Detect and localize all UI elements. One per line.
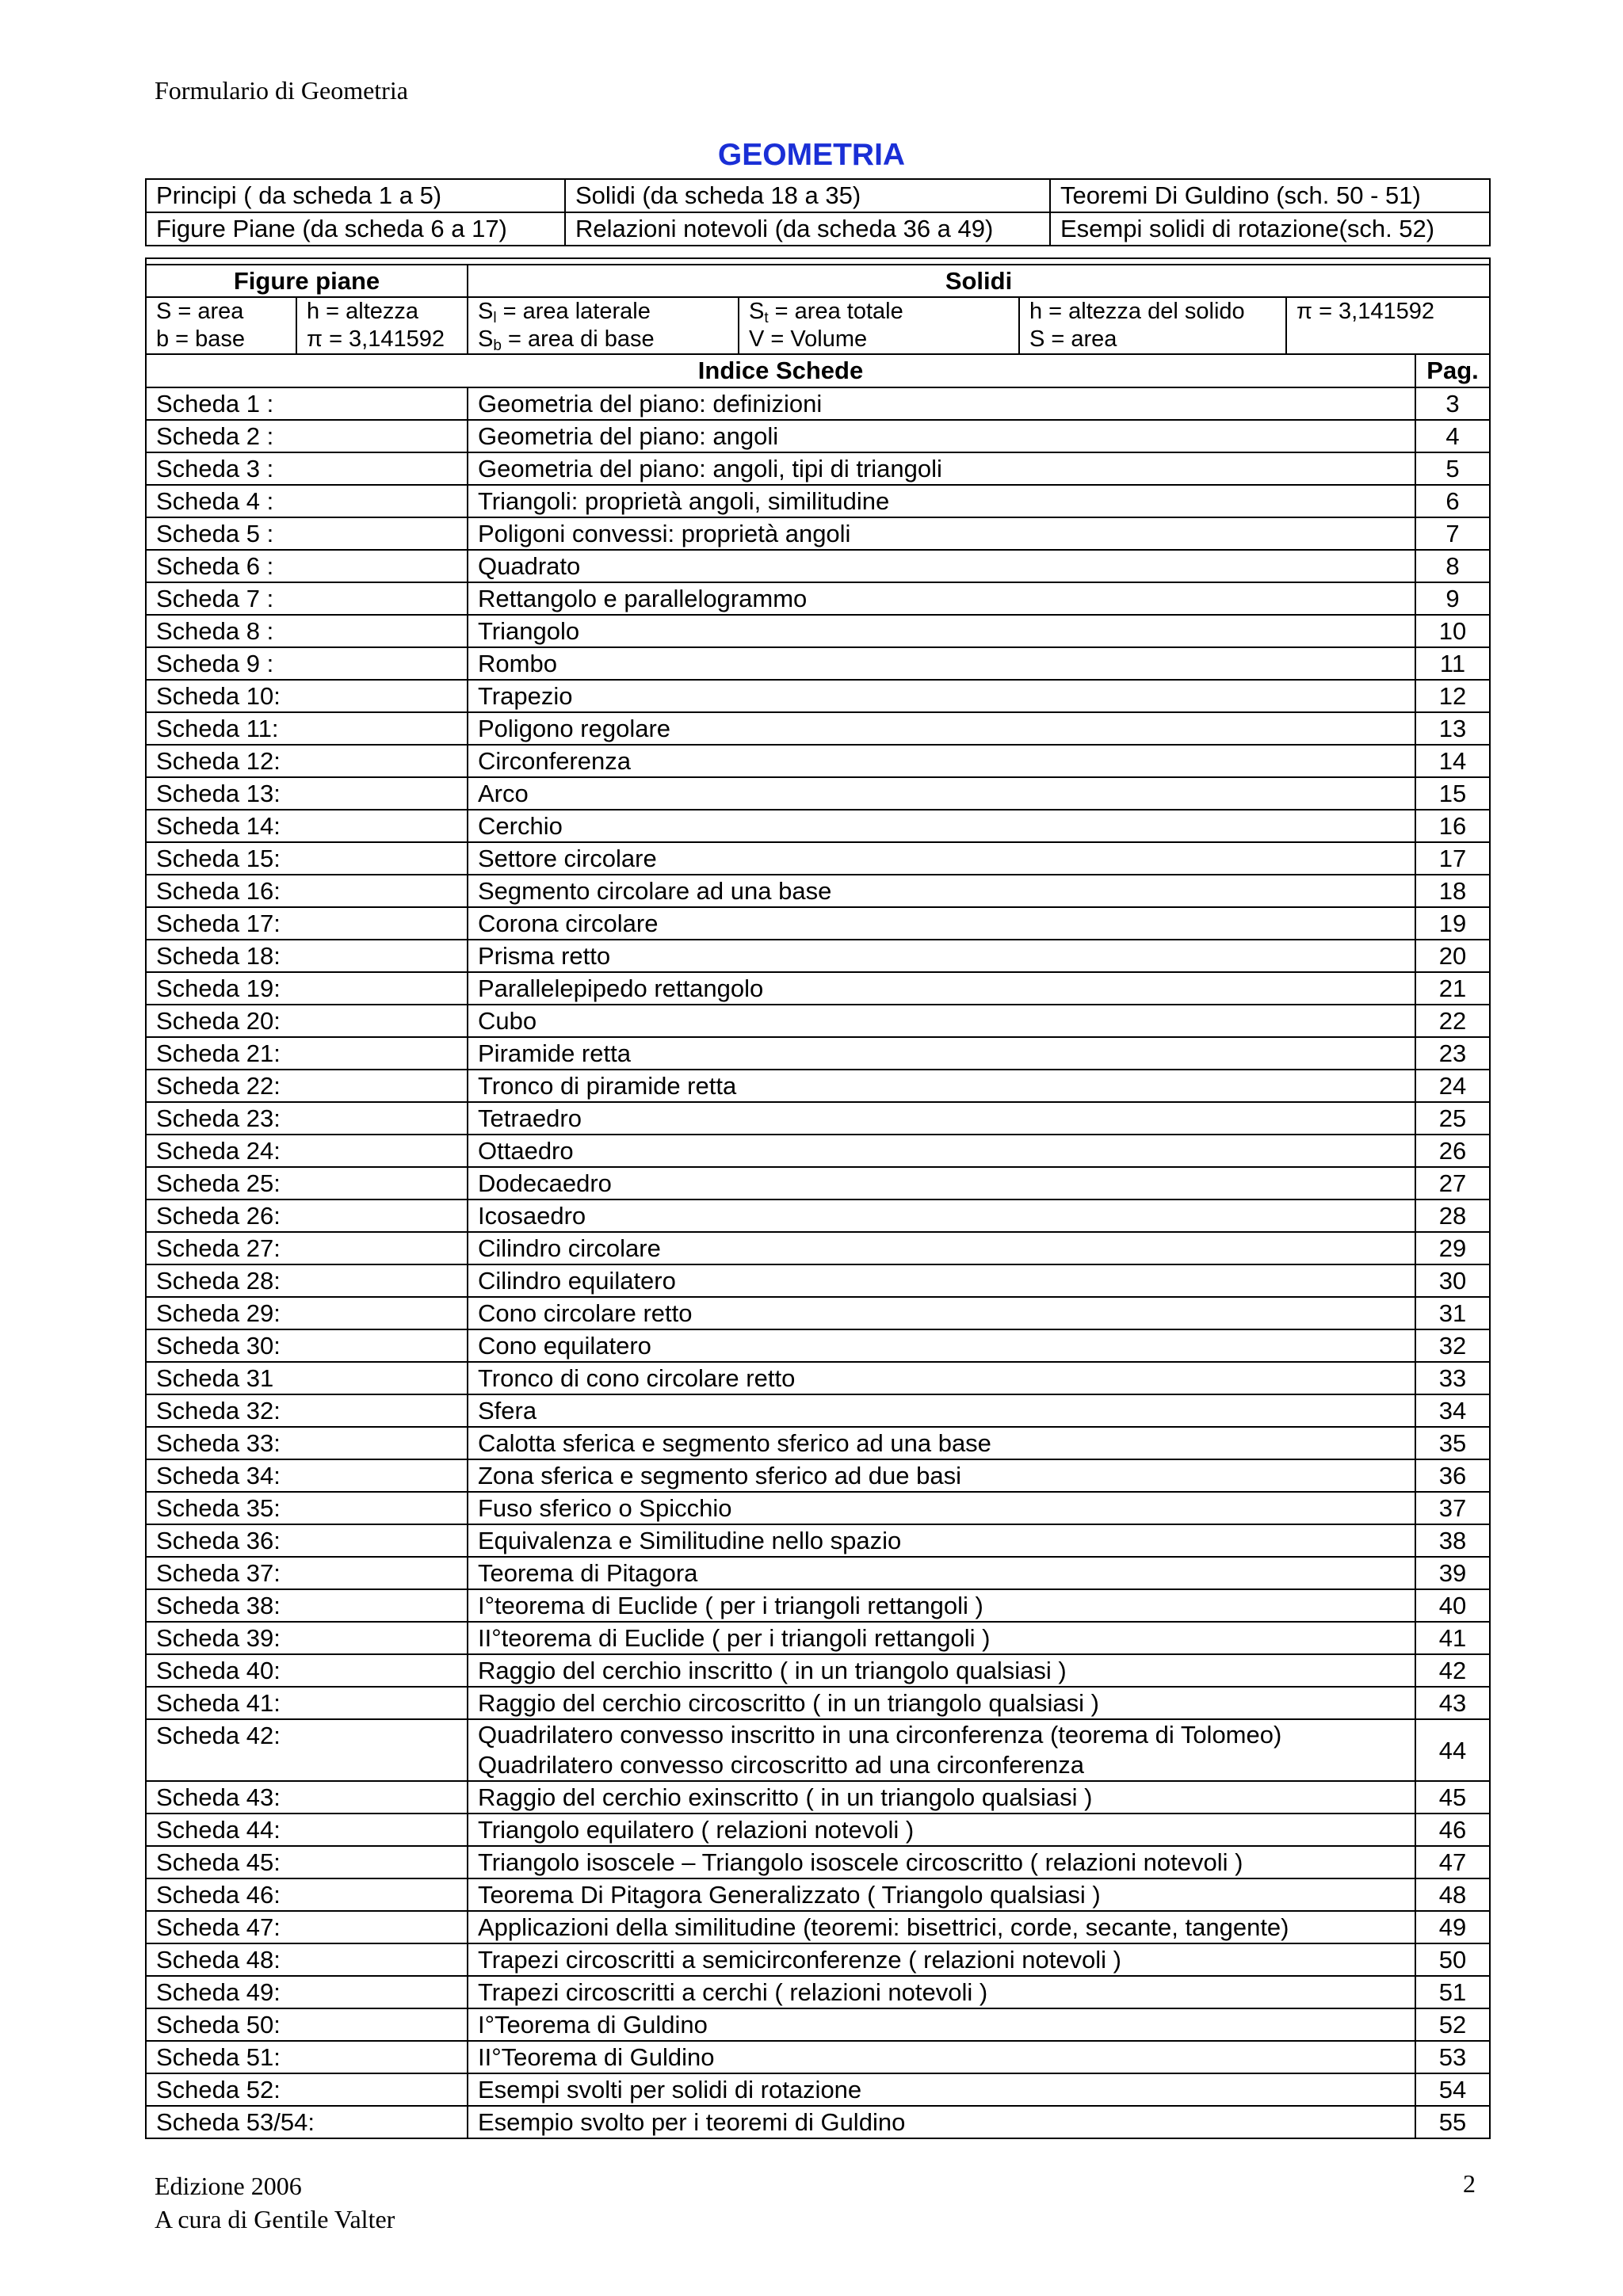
legend-area-base: $S_b$ = area di base <box>478 326 655 354</box>
index-row <box>146 972 1490 1005</box>
section-cell: Esempi solidi di rotazione(sch. 52) <box>1050 212 1490 246</box>
scheda-page: 49 <box>1415 1911 1490 1943</box>
scheda-label: Scheda 19: <box>146 972 468 1005</box>
scheda-label: Scheda 3 : <box>146 452 468 485</box>
scheda-label: Scheda 38: <box>146 1589 468 1622</box>
index-row <box>146 1781 1490 1814</box>
legend-h-solido: h = altezza del solido <box>1029 299 1245 324</box>
page-header: Formulario di Geometria <box>155 76 408 105</box>
scheda-title: Triangoli: proprietà angoli, similitudine <box>468 485 1415 517</box>
scheda-page: 31 <box>1415 1297 1490 1329</box>
index-row <box>146 810 1490 842</box>
scheda-label: Scheda 48: <box>146 1943 468 1976</box>
scheda-title-line: Quadrilatero convesso inscritto in una circonferenza (teorema di Tolomeo) <box>478 1721 1282 1749</box>
scheda-title: Prisma retto <box>468 940 1415 972</box>
index-row <box>146 387 1490 420</box>
scheda-page: 23 <box>1415 1037 1490 1070</box>
scheda-page: 34 <box>1415 1394 1490 1427</box>
scheda-page: 41 <box>1415 1622 1490 1654</box>
section-cell: Teoremi Di Guldino (sch. 50 - 51) <box>1050 179 1490 212</box>
index-row <box>146 1297 1490 1329</box>
scheda-title: Geometria del piano: angoli, tipi di triangoli <box>468 452 1415 485</box>
scheda-page: 38 <box>1415 1524 1490 1557</box>
legend-header-row <box>146 265 1490 297</box>
index-row <box>146 615 1490 647</box>
scheda-label: Scheda 23: <box>146 1102 468 1135</box>
index-row <box>146 1167 1490 1199</box>
scheda-label: Scheda 24: <box>146 1135 468 1167</box>
scheda-label: Scheda 15: <box>146 842 468 875</box>
scheda-label: Scheda 41: <box>146 1687 468 1719</box>
scheda-page: 12 <box>1415 680 1490 712</box>
footer-page-number: 2 <box>1463 2169 1476 2198</box>
scheda-page: 45 <box>1415 1781 1490 1814</box>
scheda-label: Scheda 20: <box>146 1005 468 1037</box>
legend-b-base: b = base <box>156 326 246 352</box>
scheda-page: 52 <box>1415 2008 1490 2041</box>
scheda-title: Tronco di piramide retta <box>468 1070 1415 1102</box>
index-table <box>145 387 1491 2139</box>
scheda-title: I°Teorema di Guldino <box>468 2008 1415 2041</box>
index-row <box>146 517 1490 550</box>
scheda-label: Scheda 2 : <box>146 420 468 452</box>
scheda-label: Scheda 4 : <box>146 485 468 517</box>
scheda-title: Quadrato <box>468 550 1415 582</box>
scheda-title: Esempio svolto per i teoremi di Guldino <box>468 2106 1415 2138</box>
scheda-page: 7 <box>1415 517 1490 550</box>
scheda-page: 54 <box>1415 2073 1490 2106</box>
footer-left <box>155 2169 395 2236</box>
index-row <box>146 647 1490 680</box>
index-row <box>146 550 1490 582</box>
scheda-page: 44 <box>1415 1719 1490 1781</box>
index-row <box>146 1005 1490 1037</box>
scheda-title: Zona sferica e segmento sferico ad due basi <box>468 1459 1415 1492</box>
scheda-label: Scheda 16: <box>146 875 468 907</box>
scheda-title: Teorema Di Pitagora Generalizzato ( Triangolo qualsiasi ) <box>468 1878 1415 1911</box>
scheda-label: Scheda 34: <box>146 1459 468 1492</box>
index-row <box>146 777 1490 810</box>
scheda-title: Settore circolare <box>468 842 1415 875</box>
scheda-page: 8 <box>1415 550 1490 582</box>
index-row <box>146 1102 1490 1135</box>
index-row <box>146 1557 1490 1589</box>
legend-fp-col2 <box>296 297 468 354</box>
index-row <box>146 1037 1490 1070</box>
index-row <box>146 1329 1490 1362</box>
scheda-title: Tronco di cono circolare retto <box>468 1362 1415 1394</box>
page-title: GEOMETRIA <box>717 138 906 172</box>
scheda-label: Scheda 49: <box>146 1976 468 2008</box>
scheda-label: Scheda 22: <box>146 1070 468 1102</box>
scheda-title: Cerchio <box>468 810 1415 842</box>
scheda-title: Arco <box>468 777 1415 810</box>
index-row <box>146 1878 1490 1911</box>
index-row <box>146 420 1490 452</box>
scheda-label: Scheda 52: <box>146 2073 468 2106</box>
sections-row <box>146 212 1490 246</box>
scheda-title: Piramide retta <box>468 1037 1415 1070</box>
scheda-page: 20 <box>1415 940 1490 972</box>
scheda-label: Scheda 7 : <box>146 582 468 615</box>
index-header-row <box>146 354 1490 387</box>
scheda-title: Geometria del piano: definizioni <box>468 387 1415 420</box>
scheda-label: Scheda 37: <box>146 1557 468 1589</box>
scheda-title: Cilindro circolare <box>468 1232 1415 1264</box>
index-row <box>146 1199 1490 1232</box>
scheda-page: 18 <box>1415 875 1490 907</box>
section-cell: Principi ( da scheda 1 a 5) <box>146 179 565 212</box>
section-cell: Figure Piane (da scheda 6 a 17) <box>146 212 565 246</box>
scheda-title: Raggio del cerchio exinscritto ( in un triangolo qualsiasi ) <box>468 1781 1415 1814</box>
scheda-page: 40 <box>1415 1589 1490 1622</box>
scheda-page: 55 <box>1415 2106 1490 2138</box>
scheda-page: 6 <box>1415 485 1490 517</box>
scheda-label: Scheda 51: <box>146 2041 468 2073</box>
scheda-page: 5 <box>1415 452 1490 485</box>
scheda-title: Equivalenza e Similitudine nello spazio <box>468 1524 1415 1557</box>
scheda-page: 15 <box>1415 777 1490 810</box>
index-row <box>146 680 1490 712</box>
legend-volume: V = Volume <box>749 326 868 352</box>
scheda-label: Scheda 18: <box>146 940 468 972</box>
index-row <box>146 1232 1490 1264</box>
section-cell: Relazioni notevoli (da scheda 36 a 49) <box>565 212 1050 246</box>
index-row <box>146 1976 1490 2008</box>
scheda-label: Scheda 46: <box>146 1878 468 1911</box>
scheda-title: Raggio del cerchio inscritto ( in un triangolo qualsiasi ) <box>468 1654 1415 1687</box>
scheda-page: 35 <box>1415 1427 1490 1459</box>
scheda-label: Scheda 26: <box>146 1199 468 1232</box>
solidi-header: Solidi <box>468 265 1490 297</box>
index-row <box>146 1814 1490 1846</box>
scheda-title: II°teorema di Euclide ( per i triangoli rettangoli ) <box>468 1622 1415 1654</box>
scheda-label: Scheda 40: <box>146 1654 468 1687</box>
scheda-page: 9 <box>1415 582 1490 615</box>
scheda-page: 4 <box>1415 420 1490 452</box>
scheda-page: 29 <box>1415 1232 1490 1264</box>
index-header: Indice Schede <box>146 354 1415 387</box>
legend-totale-volume <box>739 297 1019 354</box>
scheda-label: Scheda 45: <box>146 1846 468 1878</box>
scheda-title: Geometria del piano: angoli <box>468 420 1415 452</box>
legend-pi-value: π = 3,141592 <box>1296 299 1435 324</box>
scheda-page: 32 <box>1415 1329 1490 1362</box>
scheda-title: Fuso sferico o Spicchio <box>468 1492 1415 1524</box>
scheda-page: 21 <box>1415 972 1490 1005</box>
scheda-title: Circonferenza <box>468 745 1415 777</box>
figure-piane-header: Figure piane <box>146 265 468 297</box>
scheda-page: 33 <box>1415 1362 1490 1394</box>
scheda-title: Triangolo equilatero ( relazioni notevoli ) <box>468 1814 1415 1846</box>
index-row <box>146 1622 1490 1654</box>
scheda-page: 46 <box>1415 1814 1490 1846</box>
scheda-label: Scheda 39: <box>146 1622 468 1654</box>
legend-s-area-solido: S = area <box>1029 326 1117 352</box>
index-row <box>146 1362 1490 1394</box>
legend-altezza-solido <box>1019 297 1286 354</box>
index-row <box>146 2106 1490 2138</box>
index-row <box>146 1492 1490 1524</box>
scheda-title: Teorema di Pitagora <box>468 1557 1415 1589</box>
scheda-page: 24 <box>1415 1070 1490 1102</box>
scheda-title <box>468 1719 1415 1781</box>
section-cell: Solidi (da scheda 18 a 35) <box>565 179 1050 212</box>
spacer-row <box>146 258 1490 265</box>
scheda-page: 25 <box>1415 1102 1490 1135</box>
scheda-page: 42 <box>1415 1654 1490 1687</box>
scheda-title: Trapezi circoscritti a semicirconferenze ( relazioni notevoli ) <box>468 1943 1415 1976</box>
scheda-page: 16 <box>1415 810 1490 842</box>
scheda-page: 39 <box>1415 1557 1490 1589</box>
scheda-title: Raggio del cerchio circoscritto ( in un triangolo qualsiasi ) <box>468 1687 1415 1719</box>
scheda-page: 28 <box>1415 1199 1490 1232</box>
scheda-label: Scheda 1 : <box>146 387 468 420</box>
index-row <box>146 1135 1490 1167</box>
legend-fp-col1 <box>146 297 296 354</box>
index-row <box>146 1687 1490 1719</box>
scheda-label: Scheda 33: <box>146 1427 468 1459</box>
scheda-label: Scheda 13: <box>146 777 468 810</box>
scheda-title: Calotta sferica e segmento sferico ad una base <box>468 1427 1415 1459</box>
scheda-title: Trapezio <box>468 680 1415 712</box>
index-row <box>146 1264 1490 1297</box>
scheda-label: Scheda 8 : <box>146 615 468 647</box>
scheda-title: Corona circolare <box>468 907 1415 940</box>
scheda-label: Scheda 14: <box>146 810 468 842</box>
index-row <box>146 1846 1490 1878</box>
index-row <box>146 745 1490 777</box>
scheda-label: Scheda 30: <box>146 1329 468 1362</box>
index-row <box>146 1589 1490 1622</box>
scheda-label: Scheda 29: <box>146 1297 468 1329</box>
index-row <box>146 1943 1490 1976</box>
index-row <box>146 452 1490 485</box>
scheda-label: Scheda 21: <box>146 1037 468 1070</box>
index-row <box>146 712 1490 745</box>
index-row <box>146 582 1490 615</box>
legend-area-totale: $S_t$ = area totale <box>749 299 903 326</box>
scheda-title: Icosaedro <box>468 1199 1415 1232</box>
page-column-header: Pag. <box>1415 354 1490 387</box>
index-row <box>146 1427 1490 1459</box>
scheda-page: 10 <box>1415 615 1490 647</box>
index-row <box>146 1394 1490 1427</box>
scheda-page: 17 <box>1415 842 1490 875</box>
scheda-title-line: Quadrilatero convesso circoscritto ad una circonferenza <box>478 1751 1085 1779</box>
scheda-page: 36 <box>1415 1459 1490 1492</box>
scheda-label: Scheda 12: <box>146 745 468 777</box>
scheda-title: Triangolo <box>468 615 1415 647</box>
scheda-title: Segmento circolare ad una base <box>468 875 1415 907</box>
scheda-label: Scheda 43: <box>146 1781 468 1814</box>
scheda-label: Scheda 10: <box>146 680 468 712</box>
scheda-page: 51 <box>1415 1976 1490 2008</box>
scheda-title: Ottaedro <box>468 1135 1415 1167</box>
scheda-title: Esempi svolti per solidi di rotazione <box>468 2073 1415 2106</box>
scheda-label: Scheda 32: <box>146 1394 468 1427</box>
index-row <box>146 2008 1490 2041</box>
index-row <box>146 1524 1490 1557</box>
scheda-title: II°Teorema di Guldino <box>468 2041 1415 2073</box>
scheda-label: Scheda 25: <box>146 1167 468 1199</box>
scheda-page: 26 <box>1415 1135 1490 1167</box>
scheda-title: Triangolo isoscele – Triangolo isoscele circoscritto ( relazioni notevoli ) <box>468 1846 1415 1878</box>
scheda-page: 19 <box>1415 907 1490 940</box>
scheda-title: Poligoni convessi: proprietà angoli <box>468 517 1415 550</box>
scheda-label: Scheda 31 <box>146 1362 468 1394</box>
index-row <box>146 940 1490 972</box>
index-row <box>146 907 1490 940</box>
scheda-page: 3 <box>1415 387 1490 420</box>
scheda-page: 47 <box>1415 1846 1490 1878</box>
scheda-label: Scheda 42: <box>146 1719 468 1781</box>
scheda-title: Cono equilatero <box>468 1329 1415 1362</box>
scheda-title: Cubo <box>468 1005 1415 1037</box>
scheda-page: 50 <box>1415 1943 1490 1976</box>
scheda-page: 27 <box>1415 1167 1490 1199</box>
legend-areas <box>468 297 739 354</box>
scheda-title: Poligono regolare <box>468 712 1415 745</box>
index-row <box>146 1719 1490 1781</box>
sections-row <box>146 179 1490 212</box>
scheda-title: Parallelepipedo rettangolo <box>468 972 1415 1005</box>
scheda-label: Scheda 6 : <box>146 550 468 582</box>
index-row <box>146 2073 1490 2106</box>
scheda-label: Scheda 47: <box>146 1911 468 1943</box>
legend-pi: π = 3,141592 <box>307 326 445 352</box>
scheda-label: Scheda 50: <box>146 2008 468 2041</box>
scheda-title: Cilindro equilatero <box>468 1264 1415 1297</box>
scheda-page: 13 <box>1415 712 1490 745</box>
scheda-label: Scheda 17: <box>146 907 468 940</box>
index-row <box>146 875 1490 907</box>
sections-table <box>145 178 1491 246</box>
index-row <box>146 1070 1490 1102</box>
scheda-label: Scheda 53/54: <box>146 2106 468 2138</box>
index-row <box>146 1459 1490 1492</box>
scheda-label: Scheda 28: <box>146 1264 468 1297</box>
scheda-title: Dodecaedro <box>468 1167 1415 1199</box>
legend-h-altezza: h = altezza <box>307 299 419 324</box>
scheda-title: Rombo <box>468 647 1415 680</box>
edition: Edizione 2006 <box>155 2172 302 2200</box>
scheda-label: Scheda 35: <box>146 1492 468 1524</box>
scheda-label: Scheda 5 : <box>146 517 468 550</box>
scheda-page: 53 <box>1415 2041 1490 2073</box>
scheda-label: Scheda 36: <box>146 1524 468 1557</box>
scheda-title: Rettangolo e parallelogrammo <box>468 582 1415 615</box>
index-row <box>146 1911 1490 1943</box>
index-row <box>146 1654 1490 1687</box>
scheda-title: Trapezi circoscritti a cerchi ( relazioni notevoli ) <box>468 1976 1415 2008</box>
scheda-page: 14 <box>1415 745 1490 777</box>
scheda-label: Scheda 9 : <box>146 647 468 680</box>
scheda-title: Cono circolare retto <box>468 1297 1415 1329</box>
scheda-label: Scheda 11: <box>146 712 468 745</box>
scheda-page: 30 <box>1415 1264 1490 1297</box>
index-row <box>146 485 1490 517</box>
scheda-page: 22 <box>1415 1005 1490 1037</box>
scheda-label: Scheda 44: <box>146 1814 468 1846</box>
index-row <box>146 2041 1490 2073</box>
scheda-title: Tetraedro <box>468 1102 1415 1135</box>
legend-table <box>145 257 1491 388</box>
scheda-title: Applicazioni della similitudine (teoremi: bisettrici, corde, secante, tangente) <box>468 1911 1415 1943</box>
scheda-label: Scheda 27: <box>146 1232 468 1264</box>
index-row <box>146 842 1490 875</box>
scheda-page: 43 <box>1415 1687 1490 1719</box>
scheda-title: Sfera <box>468 1394 1415 1427</box>
author: A cura di Gentile Valter <box>155 2205 395 2233</box>
scheda-title: I°teorema di Euclide ( per i triangoli rettangoli ) <box>468 1589 1415 1622</box>
legend-s-area: S = area <box>156 299 244 324</box>
scheda-page: 37 <box>1415 1492 1490 1524</box>
legend-area-laterale: $S_l$ = area laterale <box>478 299 651 326</box>
legend-row <box>146 297 1490 354</box>
scheda-page: 11 <box>1415 647 1490 680</box>
scheda-page: 48 <box>1415 1878 1490 1911</box>
legend-pi-solidi <box>1286 297 1490 354</box>
